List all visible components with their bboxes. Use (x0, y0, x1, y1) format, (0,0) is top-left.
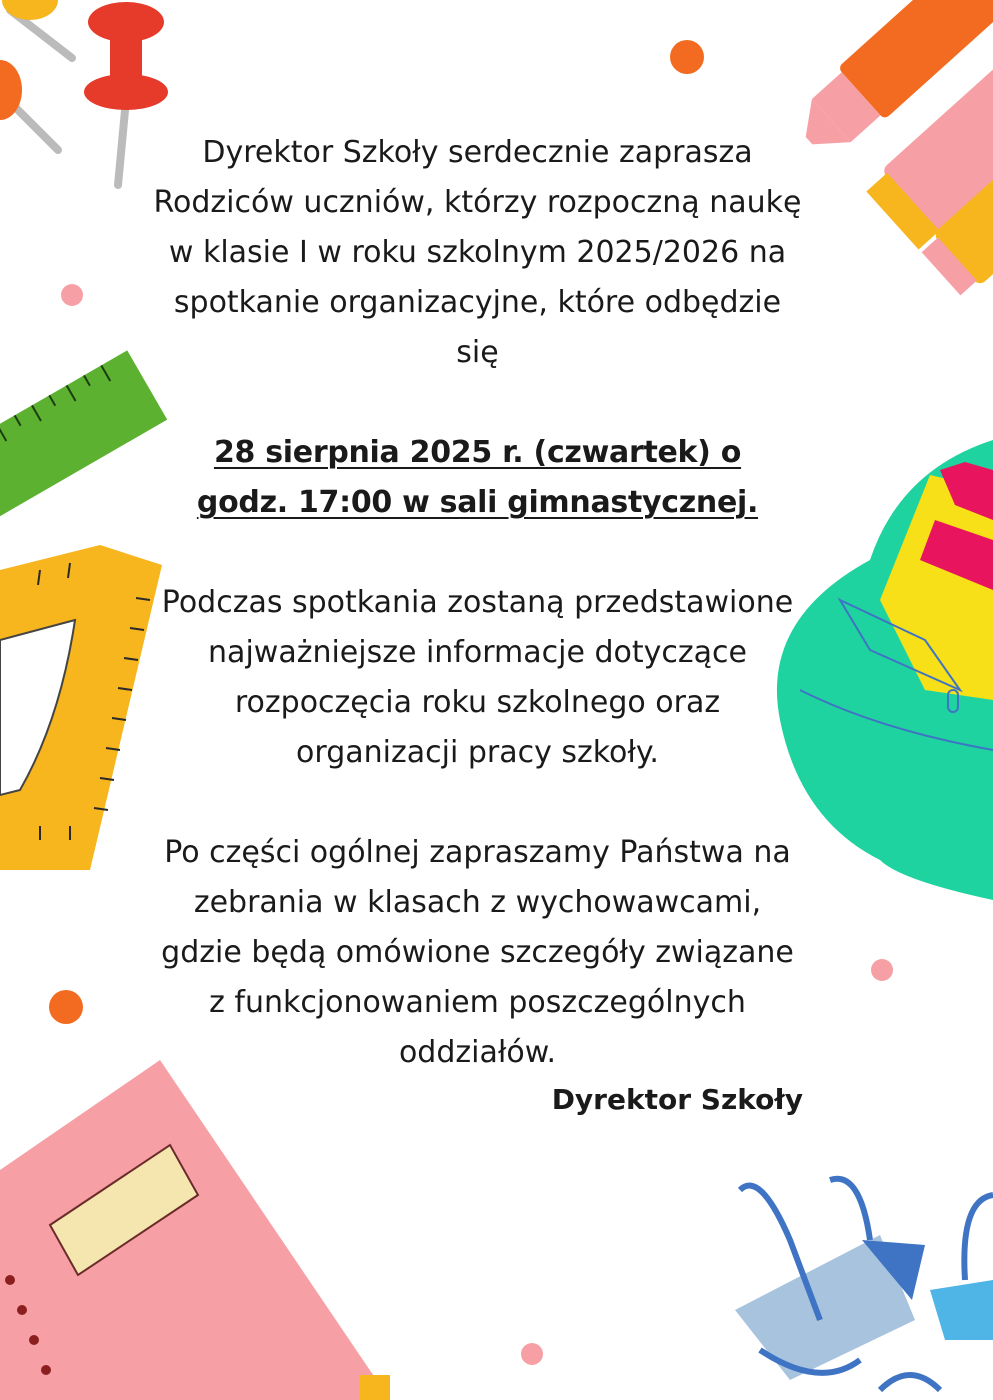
date-line-2: godz. 17:00 w sali gimnastycznej. (196, 485, 759, 520)
dot-orange (49, 990, 83, 1024)
dot-pink (871, 959, 893, 981)
class-meetings-paragraph: Po części ogólnej zapraszamy Państwa na zebrania w klasach z wychowawcami, gdzie będą omówione szczegóły związane z funkcjonowaniem poszczególnych oddziałów. (161, 835, 794, 1070)
invitation-text (150, 128, 805, 1122)
protractor-icon (0, 545, 162, 870)
date-line-1: 28 sierpnia 2025 r. (czwartek) o (213, 435, 742, 470)
meeting-info-paragraph: Podczas spotkania zostaną przedstawione najważniejsze informacje dotyczące rozpoczęcia roku szkolnego oraz organizacji pracy szkoły. (161, 585, 794, 770)
backpack-icon (777, 440, 993, 900)
dot-pink (521, 1343, 543, 1365)
signature: Dyrektor Szkoły (551, 1083, 803, 1116)
dot-pink (61, 284, 83, 306)
intro-paragraph: Dyrektor Szkoły serdecznie zaprasza Rodziców uczniów, którzy rozpoczną naukę w klasie I w roku szkolnym 2025/2026 na spotkanie organizacyjne, które odbędzie się (153, 135, 802, 370)
push-pin-icon (0, 0, 72, 150)
dot-orange (670, 40, 704, 74)
ruler-icon (0, 350, 167, 524)
highlighter-icon (786, 0, 993, 300)
binder-clip-icon (735, 1179, 993, 1390)
